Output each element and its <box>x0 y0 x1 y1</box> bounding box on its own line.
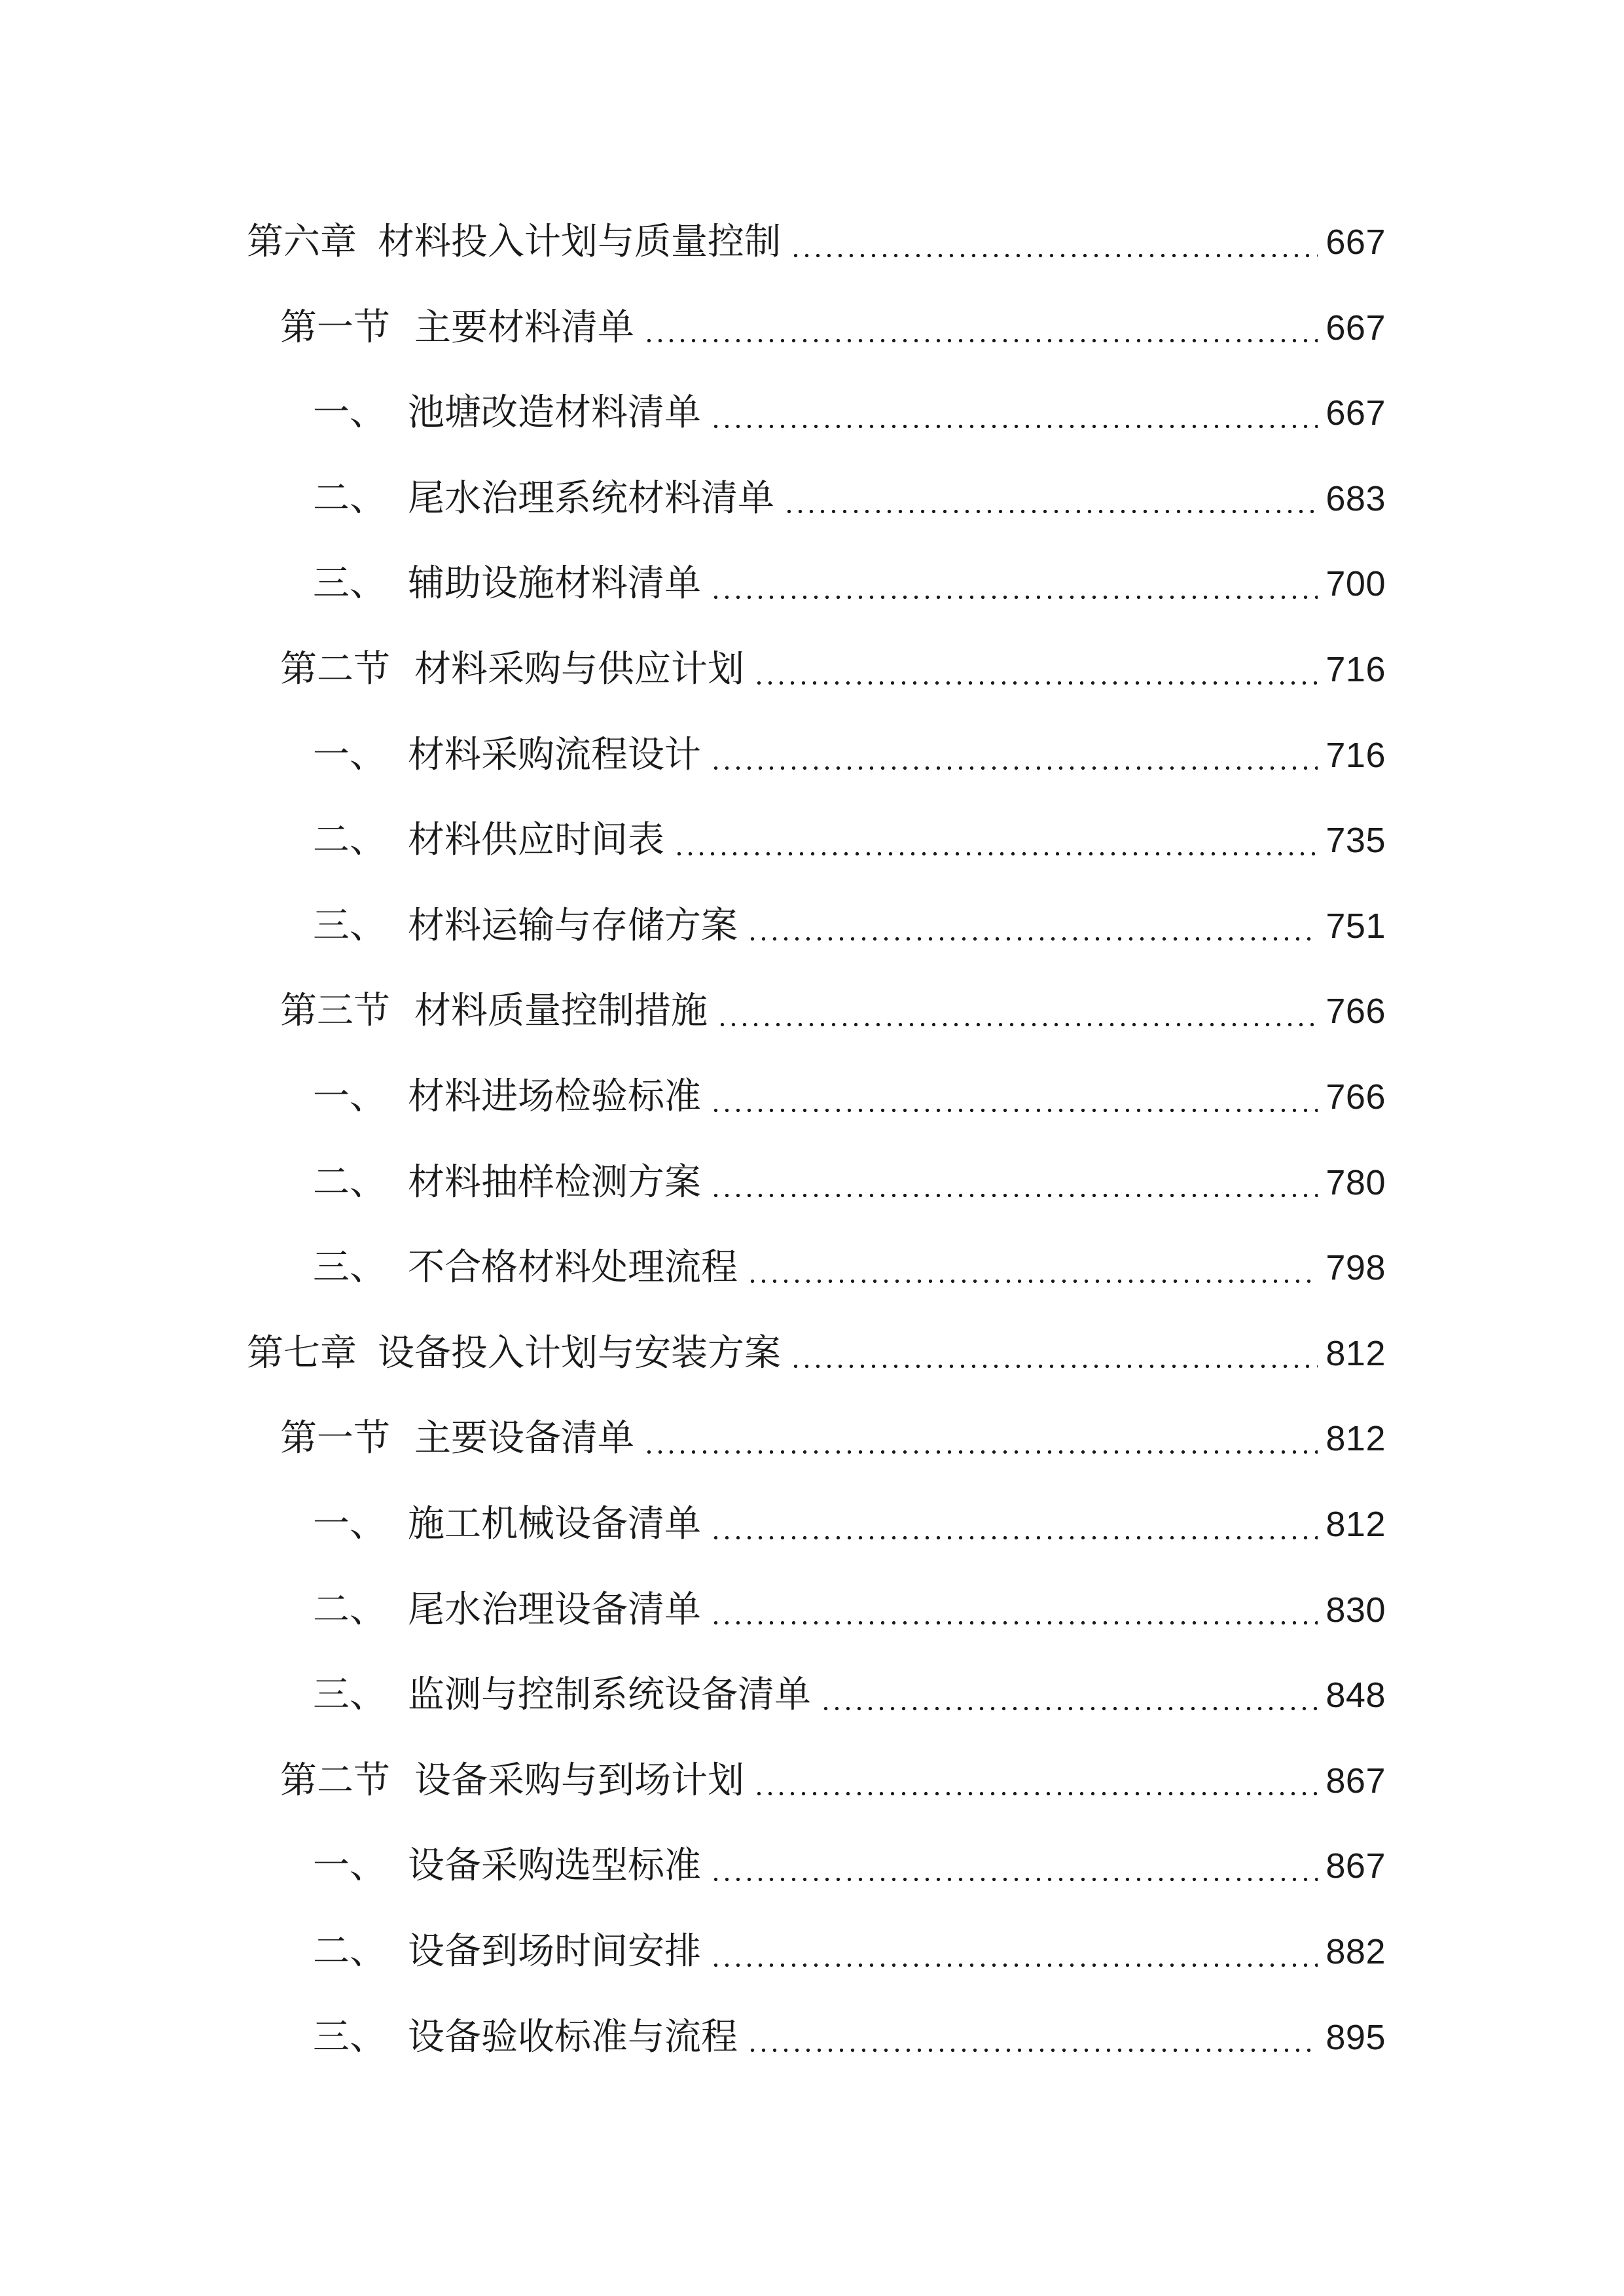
toc-entry-title: 材料进场检验标准 <box>408 1075 701 1118</box>
toc-entry-title: 尾水治理系统材料清单 <box>408 476 774 520</box>
toc-section-entry[interactable] <box>280 643 1386 696</box>
toc-page-number: 882 <box>1326 1932 1386 1971</box>
toc-chapter-entry[interactable] <box>247 216 1386 268</box>
toc-entry-title: 不合格材料处理流程 <box>408 1246 738 1289</box>
toc-dot-leader <box>710 1108 1318 1113</box>
toc-page-number: 735 <box>1326 821 1386 861</box>
toc-entry-label: 第三节 <box>280 990 390 1033</box>
toc-entry-title: 池塘改造材料清单 <box>408 391 701 435</box>
toc-entry-title: 设备采购选型标准 <box>408 1844 701 1888</box>
toc-page-number: 780 <box>1326 1162 1386 1202</box>
toc-page-number: 683 <box>1326 478 1386 518</box>
toc-entry-label: 三、 <box>313 2015 386 2058</box>
toc-entry-title: 主要设备清单 <box>414 1417 634 1460</box>
toc-entry-title: 材料采购与供应计划 <box>414 648 744 691</box>
toc-section-entry[interactable] <box>280 302 1386 354</box>
toc-dot-leader <box>790 1364 1318 1369</box>
toc-subsection-entry[interactable] <box>313 729 1386 781</box>
toc-entry-label: 二、 <box>313 1160 386 1204</box>
toc-dot-leader <box>753 681 1318 685</box>
toc-entry-label: 一、 <box>313 1844 386 1888</box>
toc-dot-leader <box>710 595 1318 600</box>
toc-entry-title: 设备投入计划与安装方案 <box>378 1331 781 1374</box>
toc-dot-leader <box>753 1791 1318 1796</box>
toc-page-number: 830 <box>1326 1590 1386 1630</box>
toc-page-number: 812 <box>1326 1333 1386 1373</box>
toc-entry-title: 设备验收标准与流程 <box>408 2015 738 2058</box>
toc-page-number: 667 <box>1326 393 1386 433</box>
toc-entry-title: 主要材料清单 <box>414 306 634 349</box>
toc-subsection-entry[interactable] <box>313 814 1386 867</box>
toc-dot-leader <box>643 1450 1318 1454</box>
toc-entry-label: 一、 <box>313 391 386 435</box>
toc-page-number: 766 <box>1326 1077 1386 1117</box>
toc-entry-title: 设备到场时间安排 <box>408 1930 701 1973</box>
toc-page-number: 700 <box>1326 564 1386 604</box>
toc-entry-label: 二、 <box>313 1930 386 1973</box>
toc-page-number: 716 <box>1326 735 1386 775</box>
toc-page-number: 716 <box>1326 650 1386 689</box>
toc-subsection-entry[interactable] <box>313 1157 1386 1209</box>
toc-subsection-entry[interactable] <box>313 1840 1386 1892</box>
toc-entry-title: 材料供应时间表 <box>408 819 664 862</box>
toc-page-number: 895 <box>1326 2017 1386 2057</box>
toc-entry-label: 一、 <box>313 1075 386 1118</box>
toc-dot-leader <box>710 1963 1318 1967</box>
toc-section-entry[interactable] <box>280 985 1386 1037</box>
toc-dot-leader <box>747 937 1318 941</box>
toc-dot-leader <box>820 1706 1318 1711</box>
toc-entry-label: 三、 <box>313 904 386 947</box>
toc-dot-leader <box>710 1877 1318 1882</box>
toc-subsection-entry[interactable] <box>313 1071 1386 1123</box>
toc-entry-title: 辅助设施材料清单 <box>408 562 701 605</box>
toc-dot-leader <box>674 852 1318 856</box>
toc-entry-label: 二、 <box>313 476 386 520</box>
toc-dot-leader <box>747 2048 1318 2053</box>
toc-subsection-entry[interactable] <box>313 1926 1386 1978</box>
toc-page-number: 766 <box>1326 992 1386 1031</box>
toc-subsection-entry[interactable] <box>313 1584 1386 1636</box>
toc-dot-leader <box>717 1022 1318 1027</box>
toc-section-entry[interactable] <box>280 1755 1386 1807</box>
toc-page-number: 867 <box>1326 1846 1386 1886</box>
toc-subsection-entry[interactable] <box>313 1242 1386 1294</box>
toc-entry-label: 第六章 <box>247 221 357 263</box>
toc-dot-leader <box>643 338 1318 343</box>
toc-entry-title: 材料采购流程设计 <box>408 733 701 776</box>
toc-page-number: 812 <box>1326 1419 1386 1459</box>
toc-subsection-entry[interactable] <box>313 2011 1386 2064</box>
toc-section-entry[interactable] <box>280 1412 1386 1465</box>
toc-page-number: 667 <box>1326 308 1386 348</box>
toc-subsection-entry[interactable] <box>313 387 1386 439</box>
toc-entry-label: 二、 <box>313 1588 386 1631</box>
toc-dot-leader <box>710 766 1318 770</box>
toc-subsection-entry[interactable] <box>313 1669 1386 1721</box>
toc-entry-title: 监测与控制系统设备清单 <box>408 1674 811 1717</box>
toc-dot-leader <box>710 1193 1318 1198</box>
toc-entry-label: 第一节 <box>280 1417 390 1460</box>
toc-entry-label: 第二节 <box>280 1759 390 1802</box>
toc-dot-leader <box>747 1279 1318 1283</box>
toc-entry-label: 第一节 <box>280 306 390 349</box>
toc-chapter-entry[interactable] <box>247 1327 1386 1380</box>
toc-subsection-entry[interactable] <box>313 1498 1386 1551</box>
toc-entry-title: 尾水治理设备清单 <box>408 1588 701 1631</box>
toc-page-number: 798 <box>1326 1248 1386 1288</box>
toc-dot-leader <box>710 424 1318 429</box>
toc-entry-title: 材料投入计划与质量控制 <box>378 221 781 263</box>
toc-dot-leader <box>784 509 1318 514</box>
toc-entry-label: 第二节 <box>280 648 390 691</box>
toc-dot-leader <box>710 1535 1318 1540</box>
toc-entry-label: 一、 <box>313 733 386 776</box>
toc-entry-title: 设备采购与到场计划 <box>414 1759 744 1802</box>
toc-page-number: 751 <box>1326 906 1386 946</box>
toc-page-number: 812 <box>1326 1505 1386 1544</box>
toc-entry-label: 第七章 <box>247 1331 357 1374</box>
toc-entry-label: 三、 <box>313 562 386 605</box>
toc-entry-title: 材料质量控制措施 <box>414 990 708 1033</box>
toc-subsection-entry[interactable] <box>313 473 1386 525</box>
toc-subsection-entry[interactable] <box>313 900 1386 952</box>
toc-dot-leader <box>710 1621 1318 1625</box>
toc-entry-label: 二、 <box>313 819 386 862</box>
toc-page-number: 867 <box>1326 1761 1386 1801</box>
toc-subsection-entry[interactable] <box>313 558 1386 610</box>
toc-entry-title: 施工机械设备清单 <box>408 1503 701 1545</box>
toc-entry-title: 材料运输与存储方案 <box>408 904 738 947</box>
toc-page-number: 667 <box>1326 223 1386 262</box>
toc-entry-title: 材料抽样检测方案 <box>408 1160 701 1204</box>
toc-page-number: 848 <box>1326 1676 1386 1715</box>
toc-entry-label: 一、 <box>313 1503 386 1545</box>
toc-entry-label: 三、 <box>313 1246 386 1289</box>
toc-dot-leader <box>790 253 1318 258</box>
toc-entry-label: 三、 <box>313 1674 386 1717</box>
